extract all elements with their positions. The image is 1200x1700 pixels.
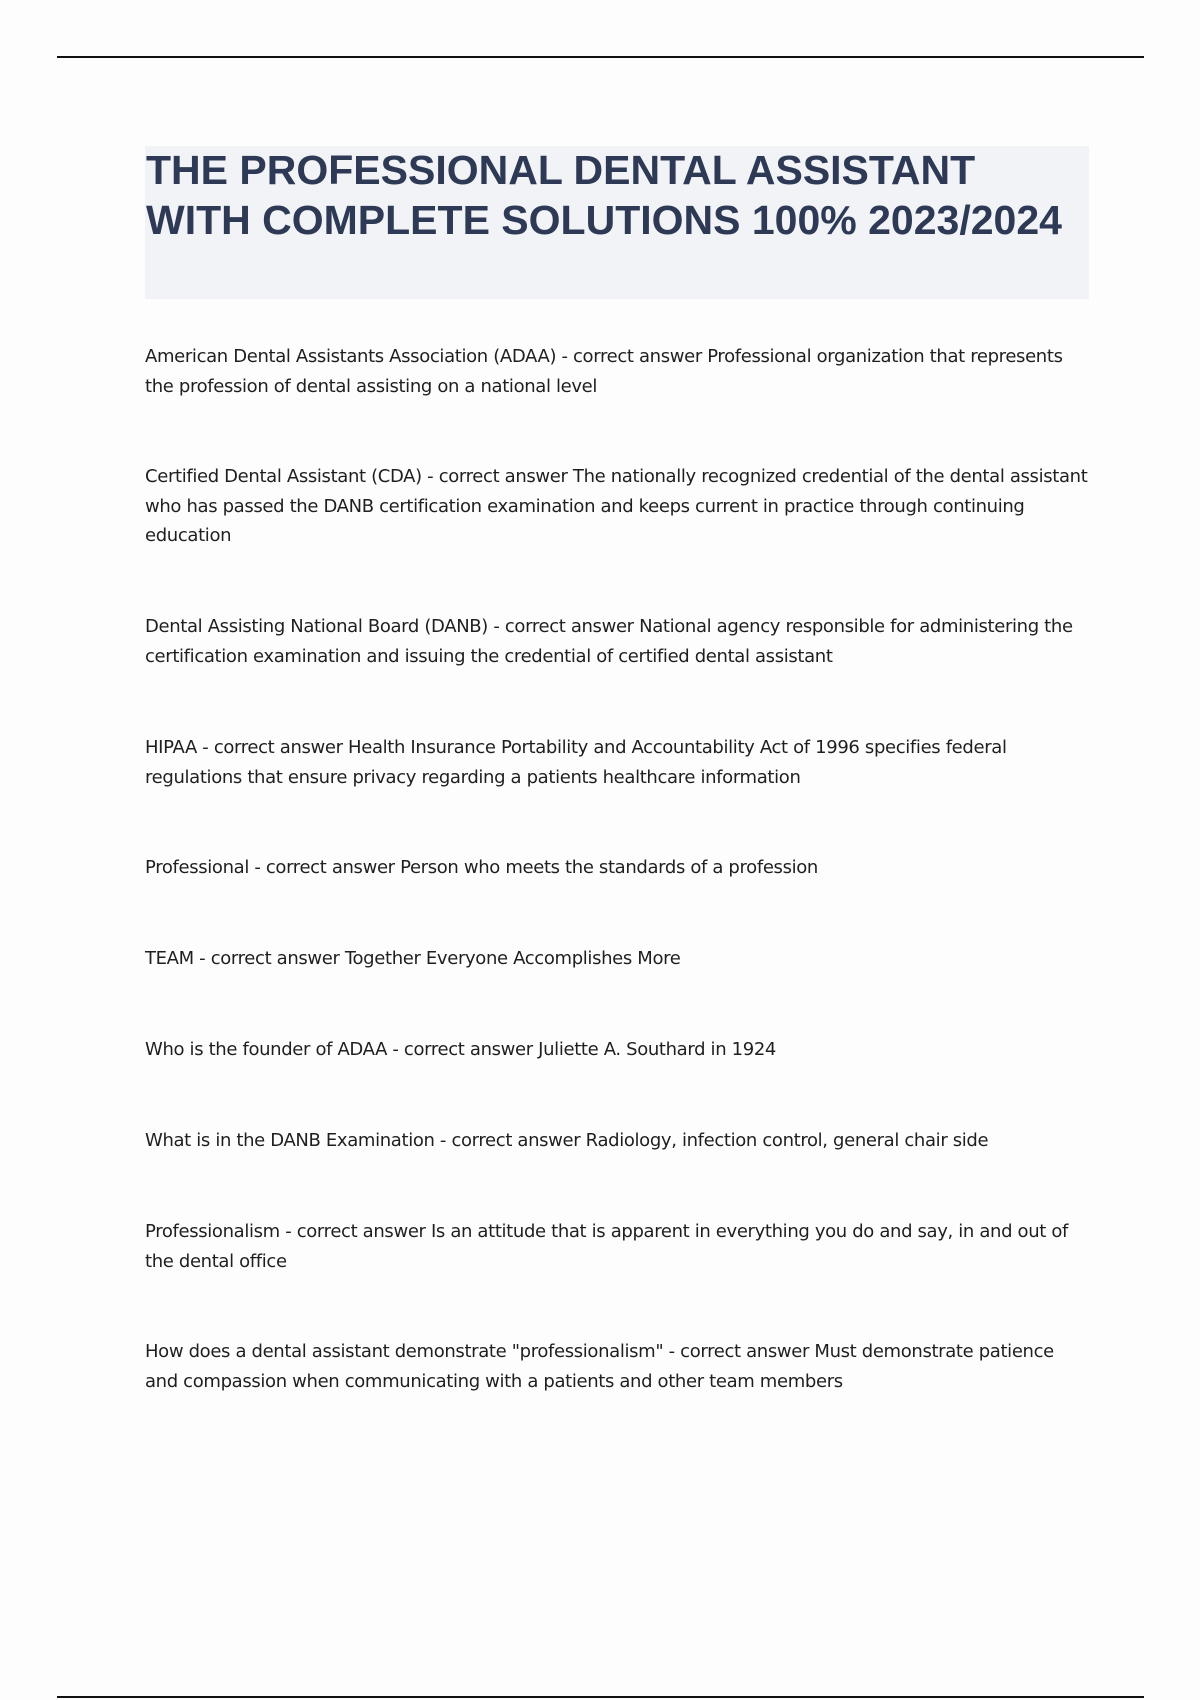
qa-entry-danb: Dental Assisting National Board (DANB) - correct answer National agency responsible for administering the certification examination and issuing the credential of certified dental assistant	[145, 616, 1073, 667]
qa-entry-cda: Certified Dental Assistant (CDA) - correct answer The nationally recognized credential of the dental assistant who has passed the DANB certification examination and keeps current in practice through continuing education	[145, 466, 1088, 546]
bottom-rule	[57, 1696, 1144, 1698]
qa-entry-demonstrate: How does a dental assistant demonstrate "professionalism" - correct answer Must demonstrate patience and compassion when communicating with a patients and other team members	[145, 1341, 1054, 1392]
qa-entry-adaa: American Dental Assistants Association (ADAA) - correct answer Professional organization that represents the profession of dental assisting on a national level	[145, 346, 1063, 397]
document-title: THE PROFESSIONAL DENTAL ASSISTANT WITH COMPLETE SOLUTIONS 100% 2023/2024	[146, 147, 1062, 243]
qa-entry-founder: Who is the founder of ADAA - correct answer Juliette A. Southard in 1924	[145, 1039, 777, 1060]
qa-entry-team: TEAM - correct answer Together Everyone Accomplishes More	[145, 948, 681, 969]
qa-entry-professional: Professional - correct answer Person who meets the standards of a profession	[145, 857, 818, 878]
top-rule	[57, 56, 1144, 58]
qa-entry-hipaa: HIPAA - correct answer Health Insurance Portability and Accountability Act of 1996 specifies federal regulations that ensure privacy regarding a patients healthcare information	[145, 737, 1007, 788]
qa-entry-professionalism: Professionalism - correct answer Is an attitude that is apparent in everything you do and say, in and out of the dental office	[145, 1221, 1068, 1272]
qa-entry-danb-exam: What is in the DANB Examination - correct answer Radiology, infection control, general chair side	[145, 1130, 989, 1151]
